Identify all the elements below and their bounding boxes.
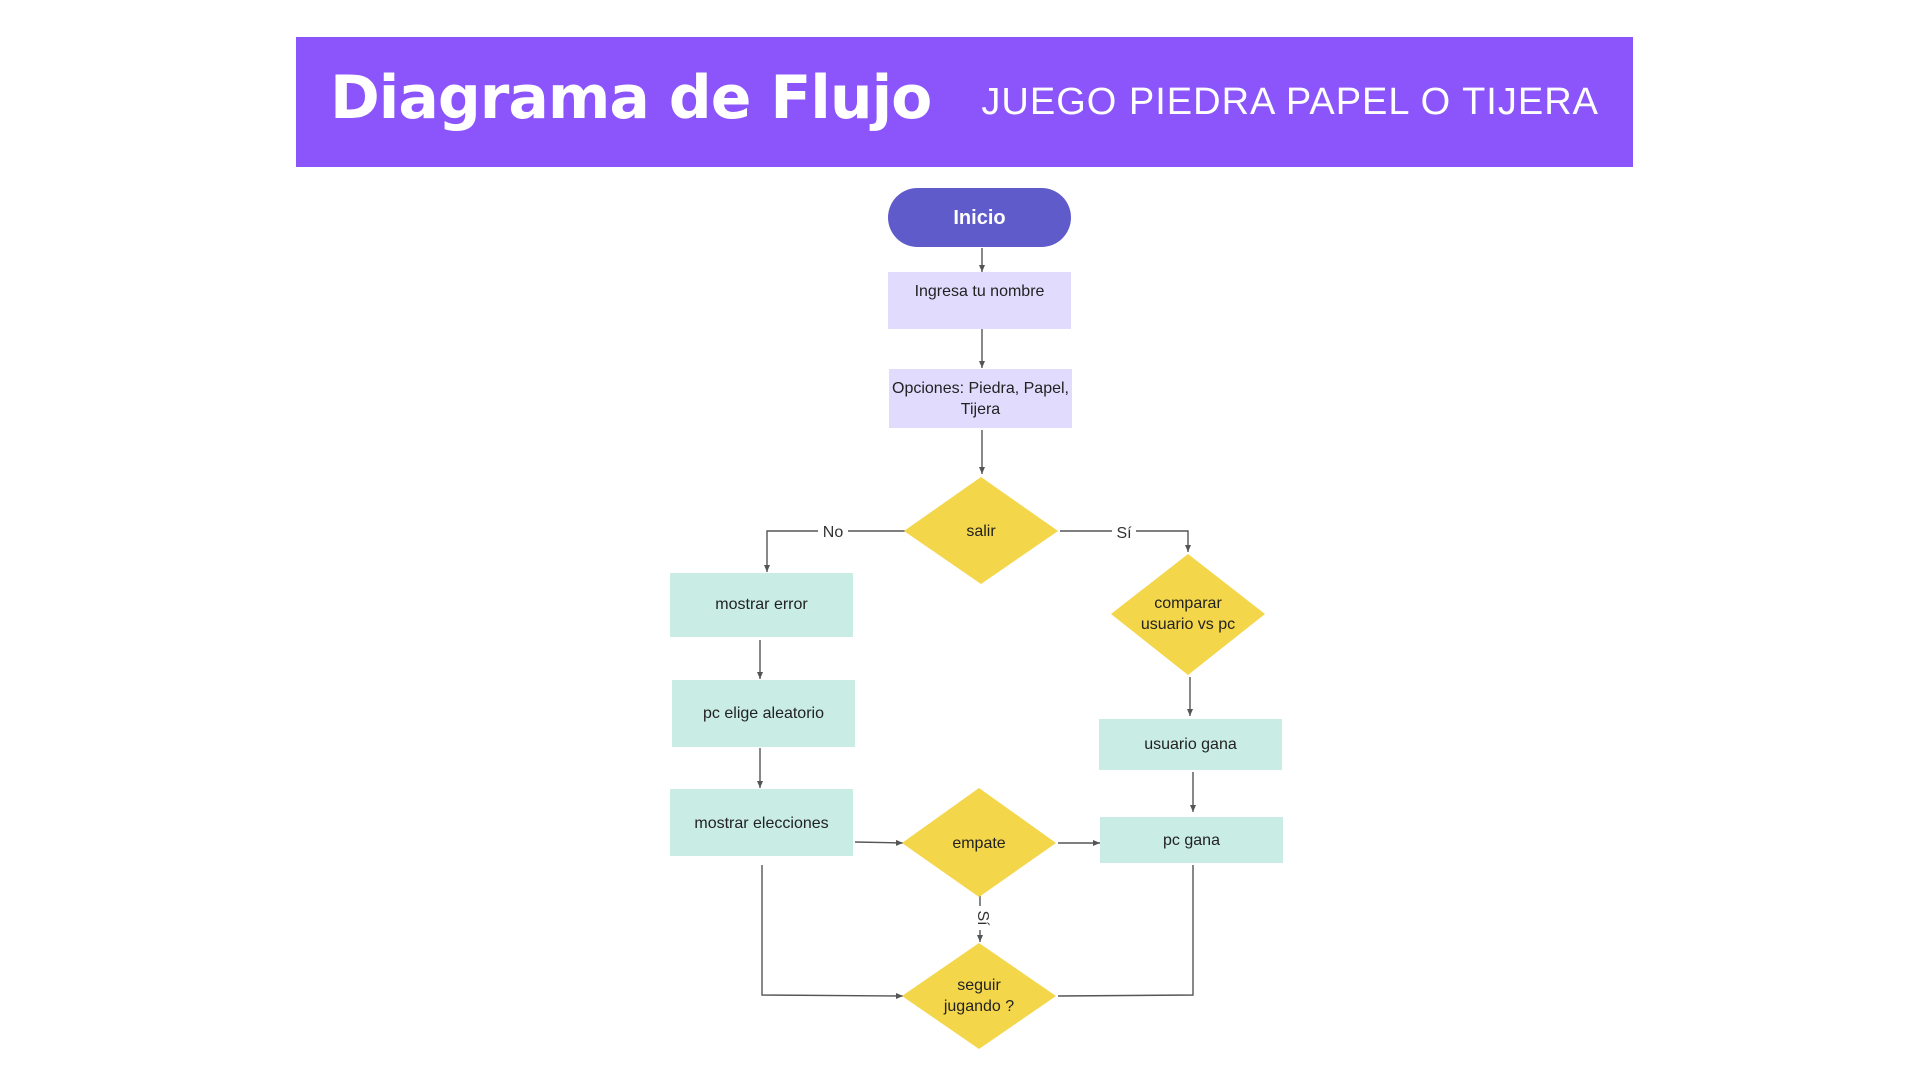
node-opciones xyxy=(889,369,1072,428)
edge-elecciones-seguir xyxy=(762,865,903,996)
node-opciones-label-line1: Opciones: Piedra, Papel, xyxy=(892,380,1069,397)
decision-seguir-label-line1: seguir xyxy=(957,977,1001,994)
decision-seguir-jugando xyxy=(902,943,1056,1049)
decision-salir xyxy=(904,477,1058,584)
decision-empate xyxy=(902,788,1056,897)
node-inicio xyxy=(888,188,1071,247)
decision-empate-label: empate xyxy=(952,835,1006,852)
node-mostrar-elecciones-label: mostrar elecciones xyxy=(694,815,829,832)
edge-pc-gana-seguir xyxy=(1058,865,1193,996)
node-pc-gana xyxy=(1100,817,1283,863)
node-pc-gana-label: pc gana xyxy=(1163,832,1220,849)
node-inicio-label: Inicio xyxy=(953,207,1006,229)
page-title: Diagrama de Flujo xyxy=(330,63,932,133)
node-mostrar-elecciones xyxy=(670,789,853,856)
edge-label-no: No xyxy=(822,524,844,541)
node-ingresa-nombre xyxy=(888,272,1071,329)
decision-comparar-label-line1: comparar xyxy=(1154,595,1222,612)
decision-comparar xyxy=(1111,554,1265,675)
node-mostrar-error xyxy=(670,573,853,637)
decision-shape xyxy=(902,943,1056,1049)
node-pc-elige-label: pc elige aleatorio xyxy=(703,705,824,722)
process-shape xyxy=(888,272,1071,329)
node-usuario-gana-label: usuario gana xyxy=(1144,736,1237,753)
decision-seguir-label-line2: jugando ? xyxy=(943,998,1015,1015)
edge-label-si: Sí xyxy=(1116,525,1132,542)
node-mostrar-error-label: mostrar error xyxy=(715,596,808,613)
page-subtitle: JUEGO PIEDRA PAPEL O TIJERA xyxy=(981,81,1599,123)
decision-shape xyxy=(1111,554,1265,675)
edge-elecciones-empate xyxy=(855,842,903,843)
node-opciones-label-line2: Tijera xyxy=(960,401,1001,418)
node-usuario-gana xyxy=(1099,719,1282,770)
edge-label-empate-si: Sí xyxy=(974,910,991,926)
decision-salir-label: salir xyxy=(966,523,996,540)
process-shape xyxy=(889,369,1072,428)
node-ingresa-nombre-label: Ingresa tu nombre xyxy=(914,283,1045,300)
node-pc-elige xyxy=(672,680,855,747)
decision-comparar-label-line2: usuario vs pc xyxy=(1140,616,1236,633)
